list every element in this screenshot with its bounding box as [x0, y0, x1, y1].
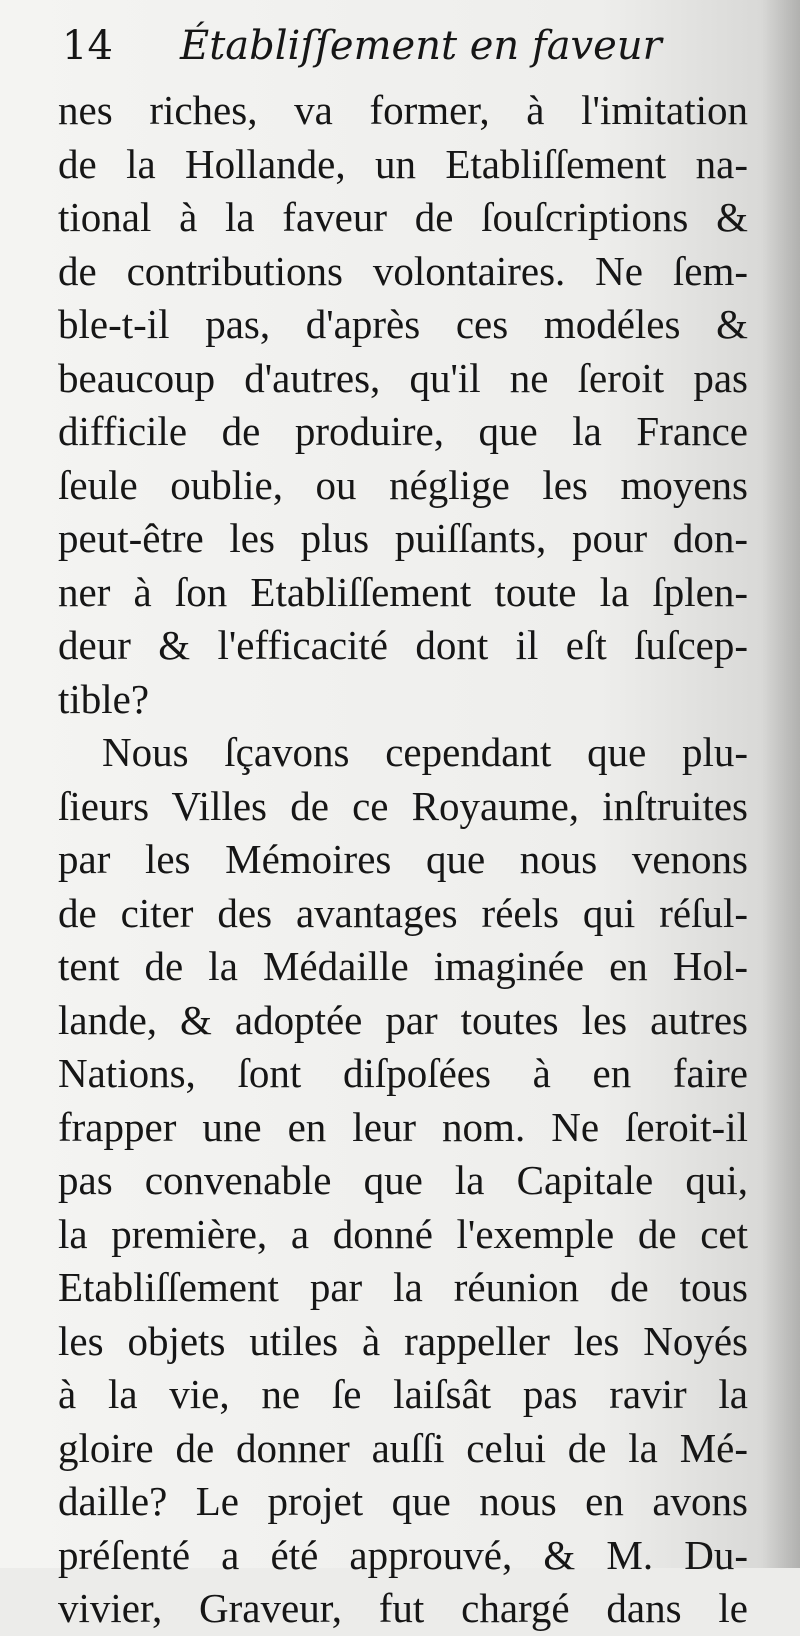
text-line: de citer des avantages réels qui réſul-	[58, 889, 748, 936]
paragraph-2	[58, 726, 748, 1636]
text-line: tent de la Médaille imaginée en Hol-	[58, 943, 748, 989]
text-line: vivier, Graveur, fut chargé dans le	[58, 1585, 748, 1631]
running-title: Établiſſement en faveur	[180, 23, 662, 69]
text-line: tible?	[58, 675, 150, 722]
text-line: ſieurs Villes de ce Royaume, inſtruites	[58, 782, 748, 829]
text-line: nes riches, va former, à l'imitation	[58, 87, 748, 133]
paragraph-1	[58, 84, 748, 726]
text-line: préſenté a été approuvé, & M. Du-	[58, 1531, 748, 1578]
text-line: Nations, ſont diſpoſées à en faire	[58, 1050, 748, 1096]
text-line: frapper une en leur nom. Ne ſeroit-il	[58, 1103, 748, 1150]
text-line: difficile de produire, que la France	[58, 408, 748, 454]
text-line: par les Mémoires que nous venons	[58, 836, 748, 882]
text-line: deur & l'efficacité dont il eſt ſuſcep-	[58, 622, 748, 668]
text-line: ble-t-il pas, d'après ces modéles &	[58, 301, 748, 347]
text-line: à la vie, ne ſe laiſsât pas ravir la	[58, 1371, 748, 1417]
body-text	[58, 84, 748, 1636]
text-line: ner à ſon Etabliſſement toute la ſplen-	[58, 568, 748, 615]
text-line: gloire de donner auſſi celui de la Mé-	[58, 1424, 748, 1471]
text-line: les objets utiles à rappeller les Noyés	[58, 1317, 748, 1364]
page-edge-shadow	[762, 0, 800, 1568]
text-line: ſeule oublie, ou néglige les moyens	[58, 461, 748, 508]
page-header	[62, 14, 752, 78]
text-line: Nous ſçavons cependant que plu-	[102, 729, 748, 775]
text-line: tional à la faveur de ſouſcriptions &	[58, 194, 748, 240]
text-line: peut-être les plus puiſſants, pour don-	[58, 515, 748, 561]
text-line: de contributions volontaires. Ne ſem-	[58, 247, 748, 294]
text-line: de la Hollande, un Etabliſſement na-	[58, 140, 748, 187]
text-line: la première, a donné l'exemple de cet	[58, 1210, 748, 1257]
text-line: Etabliſſement par la réunion de tous	[58, 1264, 748, 1310]
text-line: beaucoup d'autres, qu'il ne ſeroit pas	[58, 354, 748, 401]
text-line: pas convenable que la Capitale qui,	[58, 1157, 748, 1203]
text-line: lande, & adoptée par toutes les autres	[58, 996, 748, 1043]
page-number: 14	[62, 23, 113, 69]
text-line: daille? Le projet que nous en avons	[58, 1478, 748, 1524]
